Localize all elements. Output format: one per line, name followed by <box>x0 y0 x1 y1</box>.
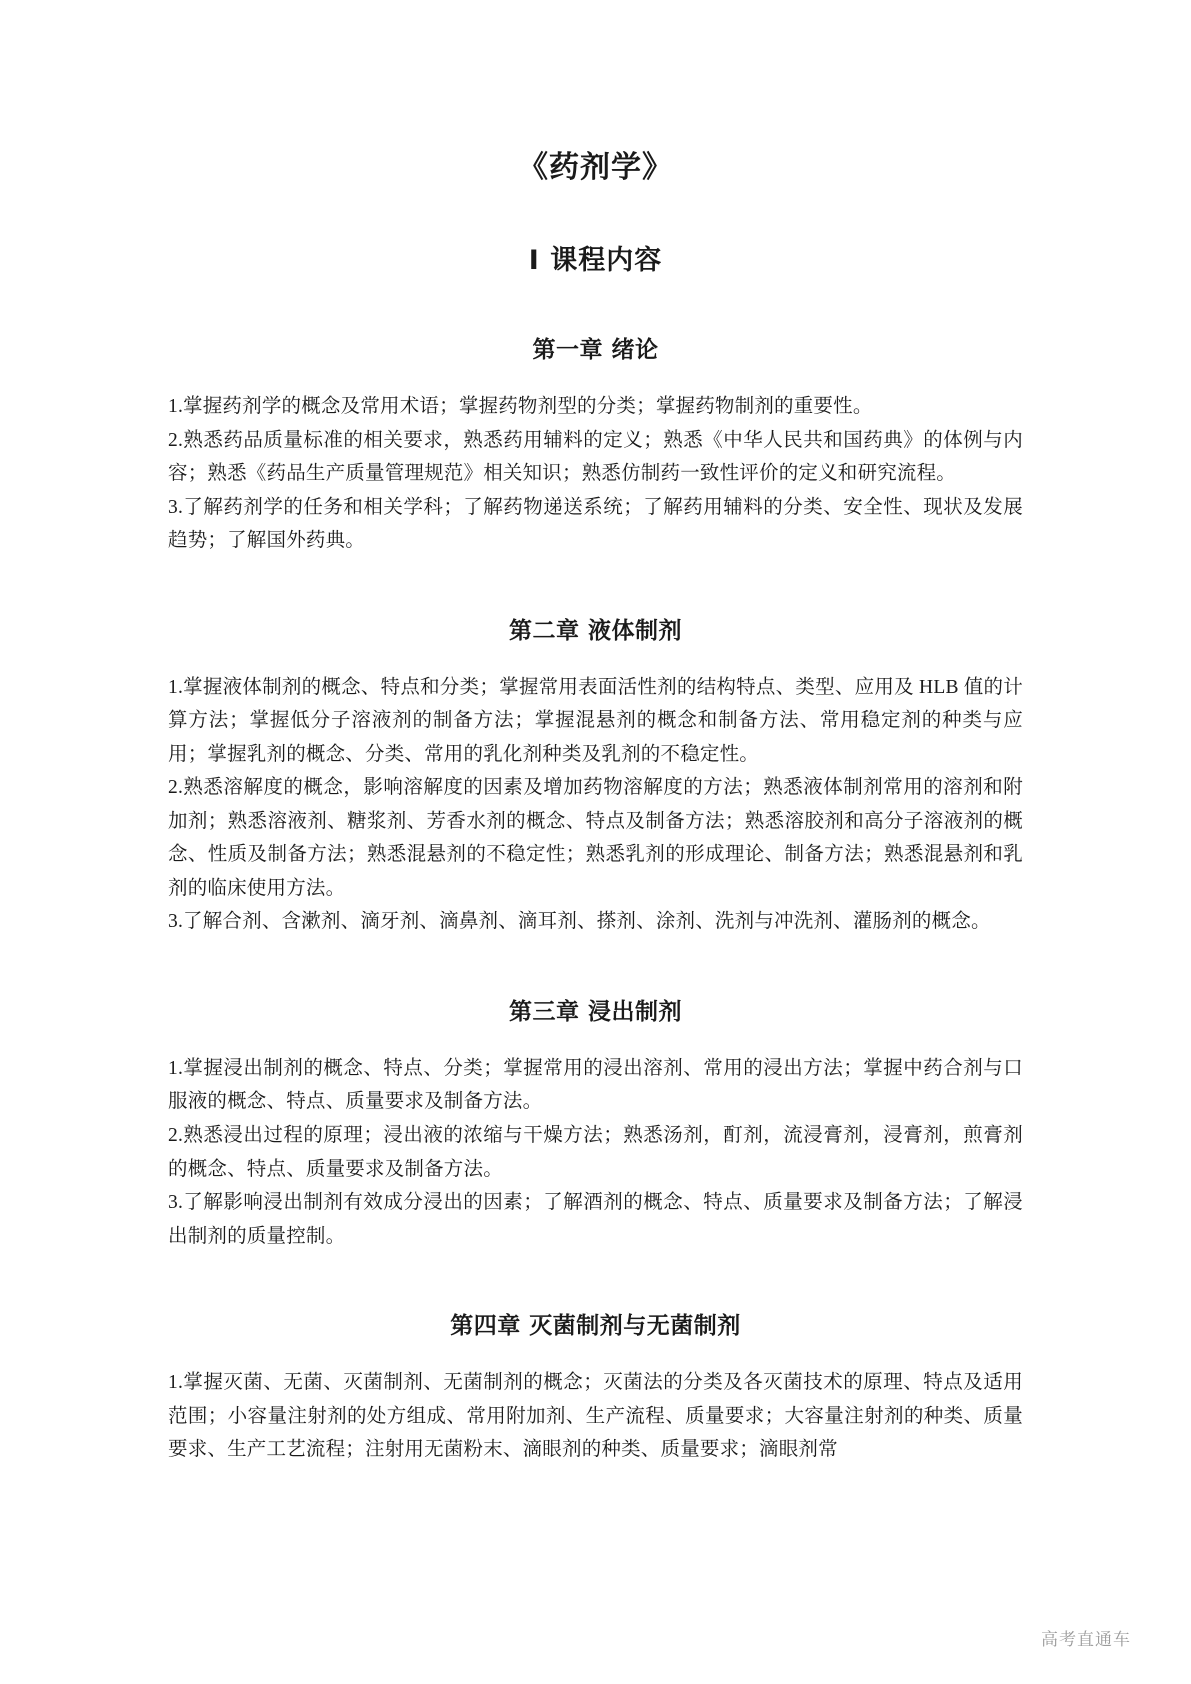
paragraph: 2.熟悉溶解度的概念，影响溶解度的因素及增加药物溶解度的方法；熟悉液体制剂常用的溶剂和附加剂；熟悉溶液剂、糖浆剂、芳香水剂的概念、特点及制备方法；熟悉溶胶剂和高分子溶液剂的概念、性质及制备方法；熟悉混悬剂的不稳定性；熟悉乳剂的形成理论、制备方法；熟悉混悬剂和乳剂的临床使用方法。 <box>168 777 1023 899</box>
chapter-body-2 <box>168 671 1023 939</box>
chapter-heading-2: 第二章 液体制剂 <box>508 617 682 644</box>
chapter-heading-4: 第四章 灭菌制剂与无菌制剂 <box>450 1313 741 1340</box>
watermark: 高考直通车 <box>1041 1630 1131 1650</box>
paragraph: 3.了解药剂学的任务和相关学科；了解药物递送系统；了解药用辅料的分类、安全性、现状及发展趋势；了解国外药典。 <box>168 496 1023 552</box>
chapter-body-4 <box>168 1366 1023 1467</box>
paragraph: 1.掌握液体制剂的概念、特点和分类；掌握常用表面活性剂的结构特点、类型、应用及 HLB 值的计算方法；掌握低分子溶液剂的制备方法；掌握混悬剂的概念和制备方法、常用稳定剂的种类与应用；掌握乳剂的概念、分类、常用的乳化剂种类及乳剂的不稳定性。 <box>168 676 1023 765</box>
chapter-body-1 <box>168 390 1023 558</box>
paragraph: 2.熟悉浸出过程的原理；浸出液的浓缩与干燥方法；熟悉汤剂，酊剂，流浸膏剂，浸膏剂，煎膏剂的概念、特点、质量要求及制备方法。 <box>168 1124 1023 1180</box>
paragraph: 2.熟悉药品质量标准的相关要求，熟悉药用辅料的定义；熟悉《中华人民共和国药典》的体例与内容；熟悉《药品生产质量管理规范》相关知识；熟悉仿制药一致性评价的定义和研究流程。 <box>168 429 1023 485</box>
chapter-body-3 <box>168 1052 1023 1253</box>
paragraph: 1.掌握药剂学的概念及常用术语；掌握药物剂型的分类；掌握药物制剂的重要性。 <box>168 396 873 417</box>
section-title: Ⅰ 课程内容 <box>528 245 663 276</box>
paragraph: 1.掌握灭菌、无菌、灭菌制剂、无菌制剂的概念；灭菌法的分类及各灭菌技术的原理、特点及适用范围；小容量注射剂的处方组成、常用附加剂、生产流程、质量要求；大容量注射剂的种类、质量要求、生产工艺流程；注射用无菌粉末、滴眼剂的种类、质量要求；滴眼剂常 <box>168 1372 1023 1461</box>
paragraph: 3.了解合剂、含漱剂、滴牙剂、滴鼻剂、滴耳剂、搽剂、涂剂、洗剂与冲洗剂、灌肠剂的概念。 <box>168 911 991 933</box>
paragraph: 1.掌握浸出制剂的概念、特点、分类；掌握常用的浸出溶剂、常用的浸出方法；掌握中药合剂与口服液的概念、特点、质量要求及制备方法。 <box>168 1057 1023 1113</box>
page-title: 《药剂学》 <box>518 150 673 185</box>
paragraph: 3.了解影响浸出制剂有效成分浸出的因素；了解酒剂的概念、特点、质量要求及制备方法；了解浸出制剂的质量控制。 <box>168 1192 1023 1247</box>
chapter-heading-3: 第三章 浸出制剂 <box>508 998 682 1025</box>
chapter-heading-1: 第一章 绪论 <box>532 337 659 363</box>
